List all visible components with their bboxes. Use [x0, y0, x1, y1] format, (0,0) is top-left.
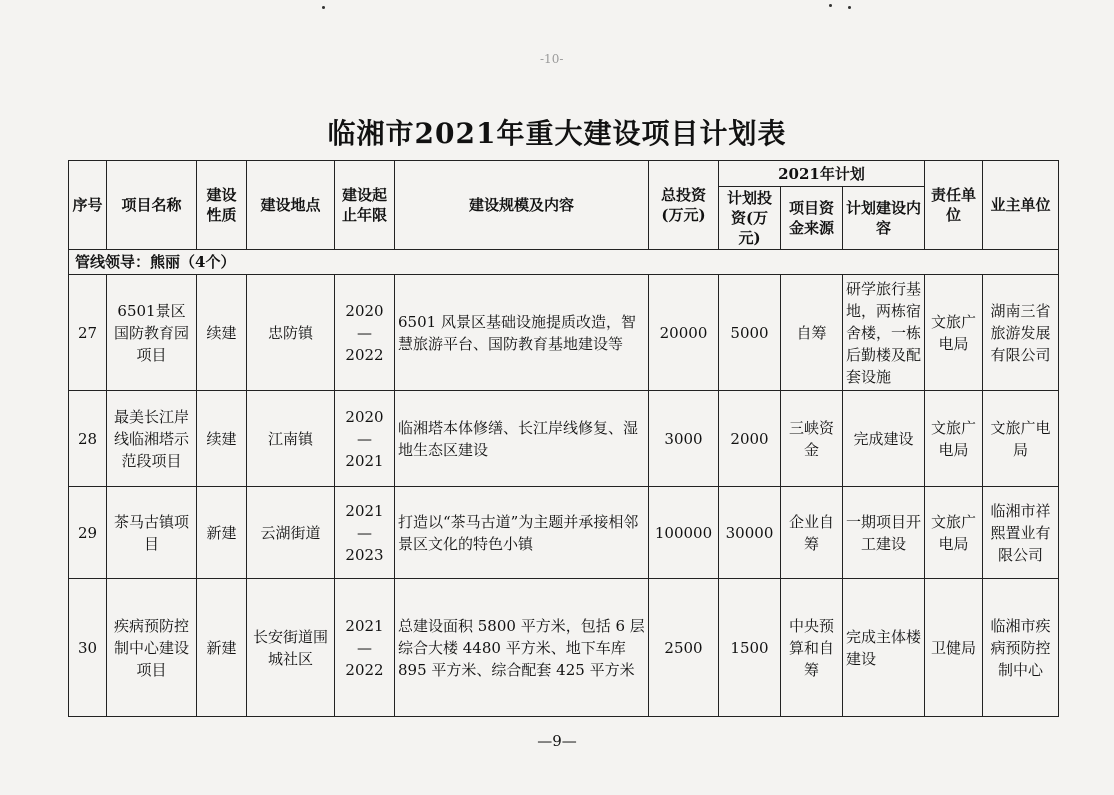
period-end: 2021: [345, 451, 384, 470]
row-period: [335, 275, 395, 391]
row-plan-content: 一期项目开工建设: [843, 487, 925, 579]
row-owner-unit: 文旅广电局: [983, 391, 1059, 487]
header-fund-source: 项目资金来源: [781, 187, 843, 250]
period-dash: —: [357, 323, 372, 342]
row-name: 最美长江岸线临湘塔示范段项目: [107, 391, 197, 487]
header-plan-content: 计划建设内容: [843, 187, 925, 250]
row-fund-source: 中央预算和自筹: [781, 579, 843, 717]
scan-speck: [829, 4, 832, 7]
period-dash: —: [357, 638, 372, 657]
row-plan-content: 完成主体楼建设: [843, 579, 925, 717]
row-owner-unit: 临湘市祥熙置业有限公司: [983, 487, 1059, 579]
row-fund-source: 企业自筹: [781, 487, 843, 579]
row-total-invest: 20000: [649, 275, 719, 391]
row-total-invest: 100000: [649, 487, 719, 579]
section-label: 管线领导：熊丽（4个）: [69, 250, 1059, 275]
period-dash: —: [357, 523, 372, 542]
row-name: 6501景区国防教育园项目: [107, 275, 197, 391]
header-total-invest: 总投资(万元): [649, 161, 719, 250]
row-total-invest: 2500: [649, 579, 719, 717]
row-plan-content: 完成建设: [843, 391, 925, 487]
period-start: 2021: [345, 501, 384, 520]
row-seq: 29: [69, 487, 107, 579]
row-owner-unit: 湖南三省旅游发展有限公司: [983, 275, 1059, 391]
table-row: [69, 391, 1059, 487]
row-scale: 临湘塔本体修缮、长江岸线修复、湿地生态区建设: [395, 391, 649, 487]
row-resp-unit: 文旅广电局: [925, 275, 983, 391]
row-owner-unit: 临湘市疾病预防控制中心: [983, 579, 1059, 717]
row-resp-unit: 文旅广电局: [925, 391, 983, 487]
row-seq: 30: [69, 579, 107, 717]
header-period: 建设起止年限: [335, 161, 395, 250]
row-location: 忠防镇: [247, 275, 335, 391]
table-row: [69, 579, 1059, 717]
header-seq: 序号: [69, 161, 107, 250]
header-location: 建设地点: [247, 161, 335, 250]
period-end: 2023: [345, 545, 384, 564]
row-resp-unit: 卫健局: [925, 579, 983, 717]
period-start: 2021: [345, 616, 384, 635]
header-plan-group: 2021年计划: [719, 161, 925, 187]
row-period: [335, 391, 395, 487]
row-resp-unit: 文旅广电局: [925, 487, 983, 579]
scan-speck: [848, 6, 851, 9]
row-nature: 续建: [197, 391, 247, 487]
row-location: 江南镇: [247, 391, 335, 487]
period-dash: —: [357, 429, 372, 448]
row-seq: 27: [69, 275, 107, 391]
row-period: [335, 579, 395, 717]
row-nature: 新建: [197, 579, 247, 717]
table-row: [69, 275, 1059, 391]
row-fund-source: 自筹: [781, 275, 843, 391]
row-nature: 续建: [197, 275, 247, 391]
header-nature: 建设性质: [197, 161, 247, 250]
header-name: 项目名称: [107, 161, 197, 250]
period-start: 2020: [345, 407, 384, 426]
row-scale: 打造以“茶马古道”为主题并承接相邻景区文化的特色小镇: [395, 487, 649, 579]
row-plan-invest: 1500: [719, 579, 781, 717]
row-seq: 28: [69, 391, 107, 487]
row-scale: 总建设面积 5800 平方米，包括 6 层综合大楼 4480 平方米、地下车库 895 平方米、综合配套 425 平方米: [395, 579, 649, 717]
row-fund-source: 三峡资金: [781, 391, 843, 487]
table-row: [69, 487, 1059, 579]
page-number: —9—: [537, 732, 577, 750]
row-total-invest: 3000: [649, 391, 719, 487]
row-name: 茶马古镇项目: [107, 487, 197, 579]
period-end: 2022: [345, 660, 384, 679]
header-scale: 建设规模及内容: [395, 161, 649, 250]
row-plan-invest: 5000: [719, 275, 781, 391]
row-scale: 6501 风景区基础设施提质改造，智慧旅游平台、国防教育基地建设等: [395, 275, 649, 391]
period-start: 2020: [345, 301, 384, 320]
row-name: 疾病预防控制中心建设项目: [107, 579, 197, 717]
page-title: 临湘市2021年重大建设项目计划表: [327, 117, 787, 150]
header-owner-unit: 业主单位: [983, 161, 1059, 250]
period-end: 2022: [345, 345, 384, 364]
bleed-through-page-number: -10-: [540, 52, 564, 66]
project-plan-table: [68, 160, 1059, 717]
row-location: 长安街道围城社区: [247, 579, 335, 717]
scan-speck: [322, 6, 325, 9]
row-period: [335, 487, 395, 579]
row-nature: 新建: [197, 487, 247, 579]
row-plan-invest: 30000: [719, 487, 781, 579]
row-location: 云湖街道: [247, 487, 335, 579]
header-resp-unit: 责任单位: [925, 161, 983, 250]
header-plan-invest: 计划投资(万元): [719, 187, 781, 250]
row-plan-content: 研学旅行基地，两栋宿舍楼，一栋后勤楼及配套设施: [843, 275, 925, 391]
row-plan-invest: 2000: [719, 391, 781, 487]
